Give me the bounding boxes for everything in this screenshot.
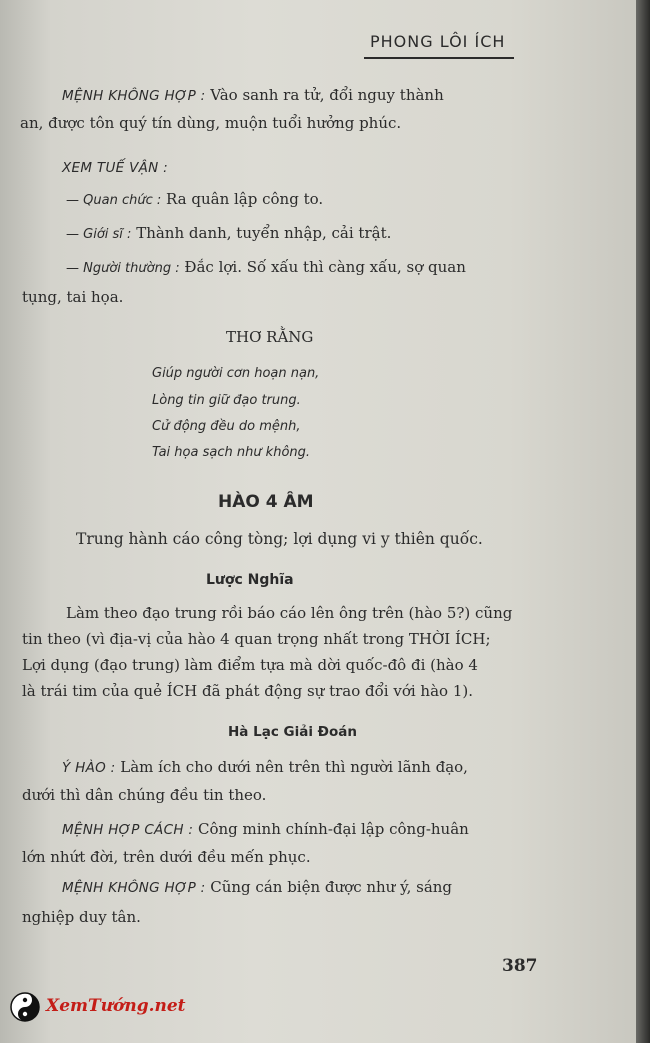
y-hao-label: Ý HÀO : bbox=[62, 760, 116, 776]
section-title: HÀO 4 ÂM bbox=[218, 492, 314, 512]
running-header: PHONG LÔI ÍCH bbox=[370, 32, 506, 51]
y-hao-cont: dưới thì dân chúng đều tin theo. bbox=[22, 786, 267, 804]
y-hao-line bbox=[62, 758, 468, 776]
nguoi-thuong-line bbox=[66, 258, 466, 276]
poem-line-1: Giúp người cơn hoạn nạn, bbox=[152, 366, 320, 381]
gioi-si-label: — Giới sĩ : bbox=[66, 227, 132, 242]
menh-khong-hop-line bbox=[62, 86, 444, 104]
gioi-si-line bbox=[66, 224, 391, 242]
y-hao-text: Làm ích cho dưới nên trên thì người lãnh đạo, bbox=[120, 758, 468, 776]
nguoi-thuong-text: Đắc lợi. Số xấu thì càng xấu, sợ quan bbox=[184, 258, 466, 276]
quan-chuc-text: Ra quân lập công to. bbox=[166, 190, 324, 208]
menh-hop-cach-cont: lớn nhứt đời, trên dưới đều mến phục. bbox=[22, 848, 311, 866]
luoc-nghia-title: Lược Nghĩa bbox=[206, 572, 294, 588]
luoc-line-1: Làm theo đạo trung rồi báo cáo lên ông trên (hào 5?) cũng bbox=[66, 604, 513, 622]
xem-tue-van-label: XEM TUẾ VẬN : bbox=[62, 160, 168, 176]
watermark-text: XemTướng.net bbox=[46, 996, 186, 1016]
menh-khong-hop-2-cont: nghiệp duy tân. bbox=[22, 908, 141, 926]
menh-khong-hop-2-line bbox=[62, 878, 452, 896]
menh-hop-cach-label: MỆNH HỢP CÁCH : bbox=[62, 822, 194, 838]
poem-line-4: Tai họa sạch như không. bbox=[152, 445, 311, 460]
menh-khong-hop-cont: an, được tôn quý tín dùng, muộn tuổi hưởng phúc. bbox=[20, 114, 402, 132]
watermark-logo bbox=[10, 990, 186, 1024]
page-edge-shadow bbox=[636, 0, 650, 1043]
poem-line-3: Cử động đều do mệnh, bbox=[152, 419, 301, 434]
luoc-line-3: Lợi dụng (đạo trung) làm điểm tựa mà dời quốc-đô đi (hào 4 bbox=[22, 656, 478, 674]
quan-chuc-label: — Quan chức : bbox=[66, 193, 162, 208]
hao-summary: Trung hành cáo công tòng; lợi dụng vi y thiên quốc. bbox=[76, 530, 483, 548]
menh-khong-hop-2-label: MỆNH KHÔNG HỢP : bbox=[62, 880, 206, 896]
luoc-line-2: tin theo (vì địa-vị của hào 4 quan trọng nhất trong THỜI ÍCH; bbox=[22, 630, 491, 648]
nguoi-thuong-label: — Người thường : bbox=[66, 261, 180, 276]
menh-khong-hop-2-text: Cũng cán biện được như ý, sáng bbox=[210, 878, 453, 896]
header-rule bbox=[364, 57, 514, 59]
quan-chuc-line bbox=[66, 190, 323, 208]
nguoi-thuong-cont: tụng, tai họa. bbox=[22, 288, 124, 306]
yin-yang-icon bbox=[10, 992, 40, 1022]
menh-hop-cach-line bbox=[62, 820, 469, 838]
page-number: 387 bbox=[502, 956, 538, 976]
ha-lac-title: Hà Lạc Giải Đoán bbox=[228, 724, 357, 740]
poem-title: THƠ RẰNG bbox=[226, 328, 314, 346]
luoc-line-4: là trái tim của quẻ ÍCH đã phát động sự trao đổi với hào 1). bbox=[22, 682, 473, 700]
poem-line-2: Lòng tin giữ đạo trung. bbox=[152, 393, 301, 408]
menh-khong-hop-label: MỆNH KHÔNG HỢP : bbox=[62, 88, 206, 104]
menh-khong-hop-text: Vào sanh ra tử, đổi nguy thành bbox=[210, 86, 444, 104]
menh-hop-cach-text: Công minh chính-đại lập công-huân bbox=[198, 820, 469, 838]
gioi-si-text: Thành danh, tuyển nhập, cải trật. bbox=[136, 224, 392, 242]
